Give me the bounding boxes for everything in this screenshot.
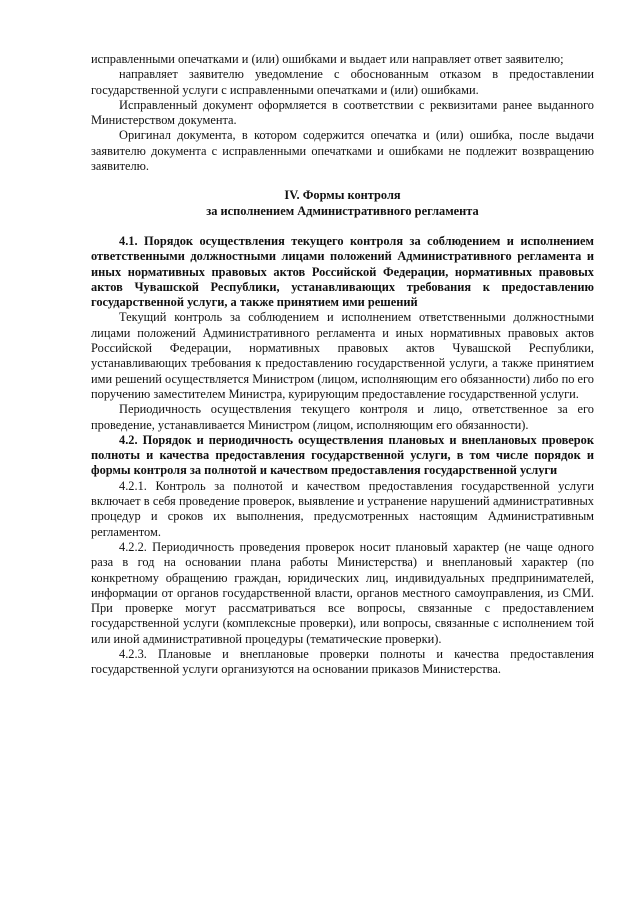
paragraph-current-control: Текущий контроль за соблюдением и исполнением ответственными должностными лицами положений Административного регламента и иных нормативных правовых актов Российской Федерации, нормативных правовых актов Чувашской Республики, устанавливающих требования к предоставлению государственной услуги, а также принятием ими решений осуществляется Министром (лицом, исполняющим его обязанности) либо по его поручению заместителем Министра, курирующим предоставление государственной услуги. bbox=[91, 310, 594, 401]
subsection-heading-4-2: 4.2. Порядок и периодичность осуществления плановых и внеплановых проверок полноты и качества предоставления государственной услуги, в том числе порядок и формы контроля за полнотой и качеством предоставления государственной услуги bbox=[91, 432, 594, 478]
section-heading-line2: за исполнением Административного регламента bbox=[206, 203, 479, 218]
paragraph-original-document: Оригинал документа, в котором содержится опечатка и (или) ошибка, после выдачи заявителю документа с исправленными опечатками и ошибками не подлежит возвращению заявителю. bbox=[91, 128, 594, 174]
paragraph-4-2-1: 4.2.1. Контроль за полнотой и качеством предоставления государственной услуги включает в себя проведение проверок, выявление и устранение нарушений административных процедур и сроков их выполнения, предусмотренных настоящим Административным регламентом. bbox=[91, 478, 594, 539]
subsection-heading-4-1: 4.1. Порядок осуществления текущего контроля за соблюдением и исполнением ответственными должностными лицами положений Административного регламента и иных нормативных правовых актов Российской Федерации, нормативных правовых актов Чувашской Республики, устанавливающих требования к предоставлению государственной услуги, а также принятием ими решений bbox=[91, 233, 594, 310]
section-heading-line1: IV. Формы контроля bbox=[284, 188, 401, 203]
paragraph-control-periodicity: Периодичность осуществления текущего контроля и лицо, ответственное за его проведение, устанавливается Министром (лицом, исполняющим его обязанности). bbox=[91, 402, 594, 432]
paragraph-corrected-document: Исправленный документ оформляется в соответствии с реквизитами ранее выданного Министерством документа. bbox=[91, 97, 594, 128]
paragraph-refusal-notice: направляет заявителю уведомление с обоснованным отказом в предоставлении государственной услуги с исправленными опечатками и (или) ошибками. bbox=[91, 67, 594, 97]
paragraph-4-2-3: 4.2.3. Плановые и внеплановые проверки полноты и качества предоставления государственной услуги организуются на основании приказов Министерства. bbox=[91, 646, 594, 677]
paragraph-4-2-2: 4.2.2. Периодичность проведения проверок носит плановый характер (не чаще одного раза в год на основании плана работы Министерства) и внеплановый характер (по конкретному обращению граждан, юридических лиц, индивидуальных предпринимателей, информации от органов государственной власти, органов местного самоуправления, из СМИ. При проверке могут рассматриваться все вопросы, связанные с предоставлением государственной услуги (комплексные проверки), или вопросы, связанные с исполнением той или иной административной процедуры (тематические проверки). bbox=[91, 539, 594, 646]
paragraph-corrected-errors-response: исправленными опечатками и (или) ошибками и выдает или направляет ответ заявителю; bbox=[91, 52, 564, 66]
